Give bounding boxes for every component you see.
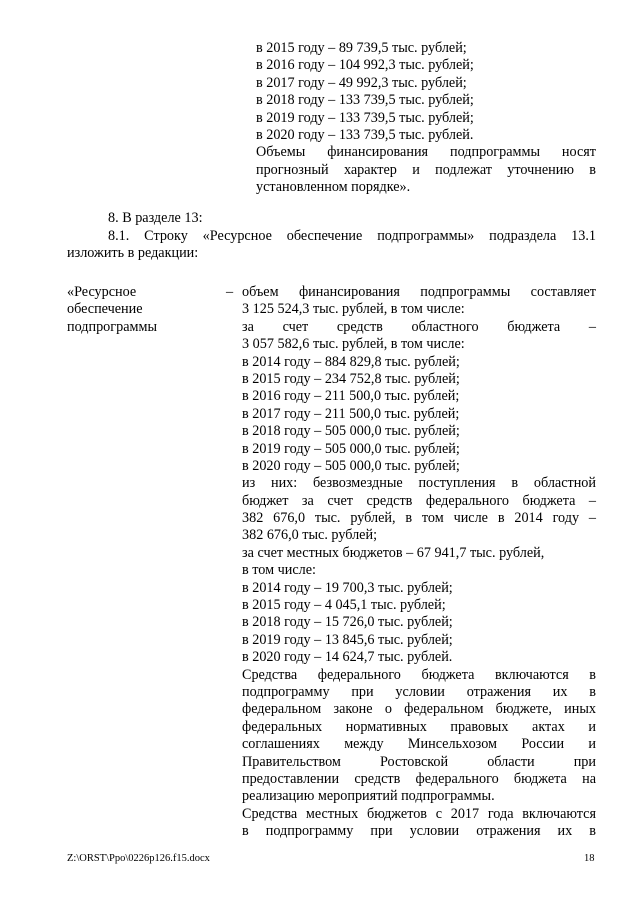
top-funding-list xyxy=(256,40,596,197)
content-line: объем финансирования подпрограммы составляет xyxy=(242,284,596,300)
content-line: за счет местных бюджетов – 67 941,7 тыс. рублей, xyxy=(242,544,545,561)
label-line: обеспечение xyxy=(67,301,143,318)
table-row-label xyxy=(67,284,227,336)
note-line: прогнозный характер и подлежат уточнению в xyxy=(256,161,596,178)
funding-line: в 2016 году – 104 992,3 тыс. рублей; xyxy=(256,57,474,74)
page-number: 18 xyxy=(584,853,595,864)
content-line: в том числе: xyxy=(242,562,316,579)
content-line: бюджет за счет средств федерального бюджета – xyxy=(242,492,596,509)
content-line: в 2019 году – 505 000,0 тыс. рублей; xyxy=(242,440,460,457)
content-line: в 2014 году – 884 829,8 тыс. рублей; xyxy=(242,353,460,370)
section-item-line: 8.1. Строку «Ресурсное обеспечение подпрограммы» подраздела 13.1 xyxy=(108,228,596,244)
funding-line: в 2019 году – 133 739,5 тыс. рублей; xyxy=(256,109,474,126)
content-line: федеральных нормативных правовых актах и xyxy=(242,718,596,735)
note-line: Объемы финансирования подпрограммы носят xyxy=(256,144,596,161)
content-line: Средства федерального бюджета включаются в xyxy=(242,666,596,683)
content-line: из них: безвозмездные поступления в областной xyxy=(242,475,596,492)
content-line: Правительством Ростовской области при xyxy=(242,753,596,770)
content-line: Средства местных бюджетов с 2017 года включаются xyxy=(242,805,596,822)
content-line: в 2019 году – 13 845,6 тыс. рублей; xyxy=(242,631,453,648)
content-line: 382 676,0 тыс. рублей, в том числе в 2014 году – xyxy=(242,510,596,527)
content-line: за счет средств областного бюджета – xyxy=(242,318,596,335)
content-line: соглашениях между Минсельхозом России и xyxy=(242,736,596,753)
content-line: 3 057 582,6 тыс. рублей, в том числе: xyxy=(242,336,465,353)
content-line: 382 676,0 тыс. рублей; xyxy=(242,527,378,544)
content-line: подпрограмму при условии отражения их в xyxy=(242,683,596,700)
note-line: установленном порядке». xyxy=(256,179,411,196)
content-line: в 2014 году – 19 700,3 тыс. рублей; xyxy=(242,579,453,596)
content-line: в 2018 году – 15 726,0 тыс. рублей; xyxy=(242,614,453,631)
section-heading: 8. В разделе 13: xyxy=(108,210,203,226)
funding-line: в 2018 году – 133 739,5 тыс. рублей; xyxy=(256,92,474,109)
content-line: в 2018 году – 505 000,0 тыс. рублей; xyxy=(242,423,460,440)
funding-line: в 2020 году – 133 739,5 тыс. рублей. xyxy=(256,126,474,143)
funding-line: в 2015 году – 89 739,5 тыс. рублей; xyxy=(256,40,467,56)
label-line: «Ресурсное xyxy=(67,284,137,300)
table-row-content xyxy=(242,284,596,841)
footer-file-path: Z:\ORST\Ppo\0226p126.f15.docx xyxy=(67,853,210,864)
content-line: в 2016 году – 211 500,0 тыс. рублей; xyxy=(242,388,460,405)
content-line: в 2015 году – 4 045,1 тыс. рублей; xyxy=(242,597,446,614)
content-line: в 2015 году – 234 752,8 тыс. рублей; xyxy=(242,370,460,387)
content-line: в 2017 году – 211 500,0 тыс. рублей; xyxy=(242,405,460,422)
funding-line: в 2017 году – 49 992,3 тыс. рублей; xyxy=(256,74,467,91)
content-line: в 2020 году – 14 624,7 тыс. рублей. xyxy=(242,649,453,666)
content-line: предоставлении средств федерального бюджета на xyxy=(242,770,596,787)
section-item-line: изложить в редакции: xyxy=(67,245,199,261)
content-line: 3 125 524,3 тыс. рублей, в том числе: xyxy=(242,301,465,318)
content-line: федеральном законе о федеральном бюджете, иных xyxy=(242,701,596,718)
content-line: реализацию мероприятий подпрограммы. xyxy=(242,788,495,805)
content-line: в подпрограмму при условии отражения их в xyxy=(242,823,596,840)
table-dash: – xyxy=(226,284,234,300)
label-line: подпрограммы xyxy=(67,318,157,335)
content-line: в 2020 году – 505 000,0 тыс. рублей; xyxy=(242,457,460,474)
